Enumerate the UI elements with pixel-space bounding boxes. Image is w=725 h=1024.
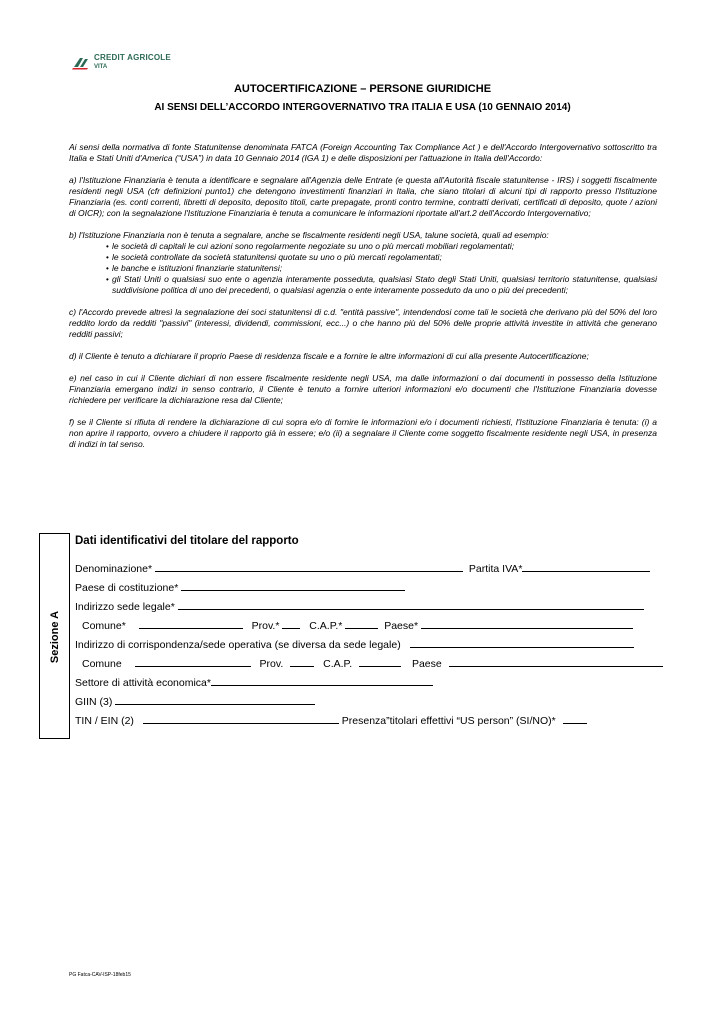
indirizzo-corrispondenza-field[interactable]: [410, 638, 634, 648]
giin-label: GIIN (3): [75, 696, 113, 708]
list-item: • le banche e istituzioni finanziarie statunitensi;: [107, 263, 657, 274]
document-title: AUTOCERTIFICAZIONE – PERSONE GIURIDICHE: [233, 83, 492, 95]
credit-agricole-logo-icon: [72, 56, 90, 70]
denominazione-field[interactable]: [155, 562, 463, 572]
paragraph-d: d) il Cliente è tenuto a dichiarare il proprio Paese di residenza fiscale e a fornire le altre informazioni di cui alla presente Autocertificazione;: [69, 351, 589, 361]
prov2-field[interactable]: [290, 657, 314, 667]
row-tin: [75, 714, 587, 727]
paragraph-e: e) nel caso in cui il Cliente dichiari di non essere fiscalmente residente negli USA, ma dalle informazioni o dai documenti in possesso della Istituzione Finanziaria emergano indizi in senso contrario, il Cliente è tenuto a fornire ulteriori informazioni e/o documenti che l'Istituzione Finanziaria dovesse richiedere per verificare la dichiarazione resa dal Cliente;: [69, 373, 657, 405]
paragraph-b: b) l'Istituzione Finanziaria non è tenuta a segnalare, anche se fiscalmente residenti negli USA, talune società, quali ad esempio:: [69, 230, 549, 240]
logo-name: CREDIT AGRICOLE: [94, 53, 171, 62]
section-title: Dati identificativi del titolare del rapporto: [75, 535, 299, 547]
cap-label: C.A.P.*: [309, 620, 343, 632]
paese-costituzione-field[interactable]: [181, 581, 405, 591]
indirizzo-sede-label: Indirizzo sede legale*: [75, 601, 175, 613]
partita-iva-label: Partita IVA*: [468, 563, 523, 575]
document-body: [69, 142, 657, 461]
paese2-label: Paese: [411, 658, 442, 670]
row-paese-costituzione: [75, 581, 405, 594]
denominazione-label: Denominazione*: [75, 563, 153, 575]
partita-iva-field[interactable]: [522, 562, 650, 572]
paese-label: Paese*: [384, 620, 419, 632]
cap2-field[interactable]: [359, 657, 401, 667]
indirizzo-sede-field[interactable]: [178, 600, 644, 610]
row-settore: [75, 676, 433, 689]
paese-field[interactable]: [421, 619, 633, 629]
cap2-label: C.A.P.: [323, 658, 353, 670]
row-comune2: [82, 657, 663, 670]
section-label: Sezione A: [49, 610, 61, 664]
logo: [72, 54, 171, 71]
tin-label: TIN / EIN (2): [75, 715, 134, 727]
indirizzo-corrispondenza-label: Indirizzo di corrispondenza/sede operativa (se diversa da sede legale): [75, 639, 401, 651]
cap-field[interactable]: [345, 619, 378, 629]
list-item: • le società controllate da società statunitensi quotate su uno o più mercati regolamentati;: [107, 252, 657, 263]
row-indirizzo-corrispondenza: [75, 638, 634, 651]
paragraph-f: f) se il Cliente si rifiuta di rendere la dichiarazione di cui sopra e/o di fornire le informazioni e/o i documenti richiesti, l'Istituzione Finanziaria è tenuta: (i) a non aprire il rapporto, ovvero a chiudere il rapporto già in essere; e/o (ii) a segnalare il Cliente come soggetto fiscalmente residente negli USA, in presenza di indizi in tal senso.: [69, 417, 657, 449]
giin-field[interactable]: [115, 695, 315, 705]
settore-field[interactable]: [211, 676, 433, 686]
section-a-box: [39, 533, 70, 739]
presenza-label: Presenza”titolari effettivi “US person” (SI/NO)*: [341, 715, 556, 727]
prov-field[interactable]: [282, 619, 300, 629]
comune-label: Comune*: [82, 620, 126, 632]
paese2-field[interactable]: [449, 657, 663, 667]
document-subtitle: AI SENSI DELL’ACCORDO INTERGOVERNATIVO TRA ITALIA E USA (10 GENNAIO 2014): [154, 102, 571, 113]
paese-costituzione-label: Paese di costituzione*: [75, 582, 179, 594]
row-denominazione: [75, 562, 650, 575]
row-giin: [75, 695, 315, 708]
prov-label: Prov.*: [251, 620, 280, 632]
paragraph-c: c) l'Accordo prevede altresì la segnalazione dei soci statunitensi di c.d. "entità passive", intendendosi come tali le società che derivano più del 50% del loro reddito lordo da redditi "passivi" (interessi, dividendi, commissioni, ecc...) o che hanno più del 50% delle proprie attività investite in attività che generano redditi passivi;: [69, 307, 657, 339]
prov2-label: Prov.: [259, 658, 284, 670]
logo-sub: VITA: [94, 64, 108, 70]
presenza-field[interactable]: [563, 714, 587, 724]
comune2-label: Comune: [82, 658, 122, 670]
footer-code: PG Fatca-CAV-ISP-18feb15: [69, 972, 131, 978]
list-item: • gli Stati Uniti o qualsiasi suo ente o agenzia interamente posseduta, qualsiasi Stato degli Stati Uniti, qualsiasi territorio statunitense, qualsiasi suddivisione politica di uno dei precedenti, o qualsiasi agenzia o ente interamente posseduto da uno o più dei precedenti;: [107, 274, 657, 296]
intro-paragraph: Ai sensi della normativa di fonte Statunitense denominata FATCA (Foreign Accounting Tax Compliance Act ) e dell'Accordo Intergovernativo sottoscritto tra Italia e Stati Uniti d'America (“USA”) in data 10 Gennaio 2014 (IGA 1) e delle disposizioni per l'attuazione in Italia dell'Accordo:: [69, 142, 657, 163]
settore-label: Settore di attività economica*: [75, 677, 211, 689]
list-item: • le società di capitali le cui azioni sono regolarmente negoziate su uno o più mercati mobiliari regolamentati;: [107, 241, 657, 252]
tin-field[interactable]: [143, 714, 339, 724]
row-indirizzo-sede: [75, 600, 644, 613]
comune-field[interactable]: [139, 619, 243, 629]
row-comune: [82, 619, 633, 632]
paragraph-b-list: [107, 241, 657, 296]
comune2-field[interactable]: [135, 657, 251, 667]
paragraph-a: a) l'Istituzione Finanziaria è tenuta a identificare e segnalare all'Agenzia delle Entrate (e questa all'Autorità fiscale statunitense - IRS) i soggetti fiscalmente residenti negli USA (cfr definizioni punto1) che detengono investimenti finanziari in Italia, che siano titolari di alcuni tipi di rapporto presso l'Istituzione Finanziaria (es. conti correnti, libretti di deposito, deposito titoli, carte prepagate, pronti contro termine, contratti derivati, certificati di deposito, quote / azioni di OICR); con la segnalazione l'Istituzione Finanziaria è tenuta a comunicare le informazioni riportate all'art.2 dell'Accordo Intergovernativo;: [69, 175, 657, 218]
